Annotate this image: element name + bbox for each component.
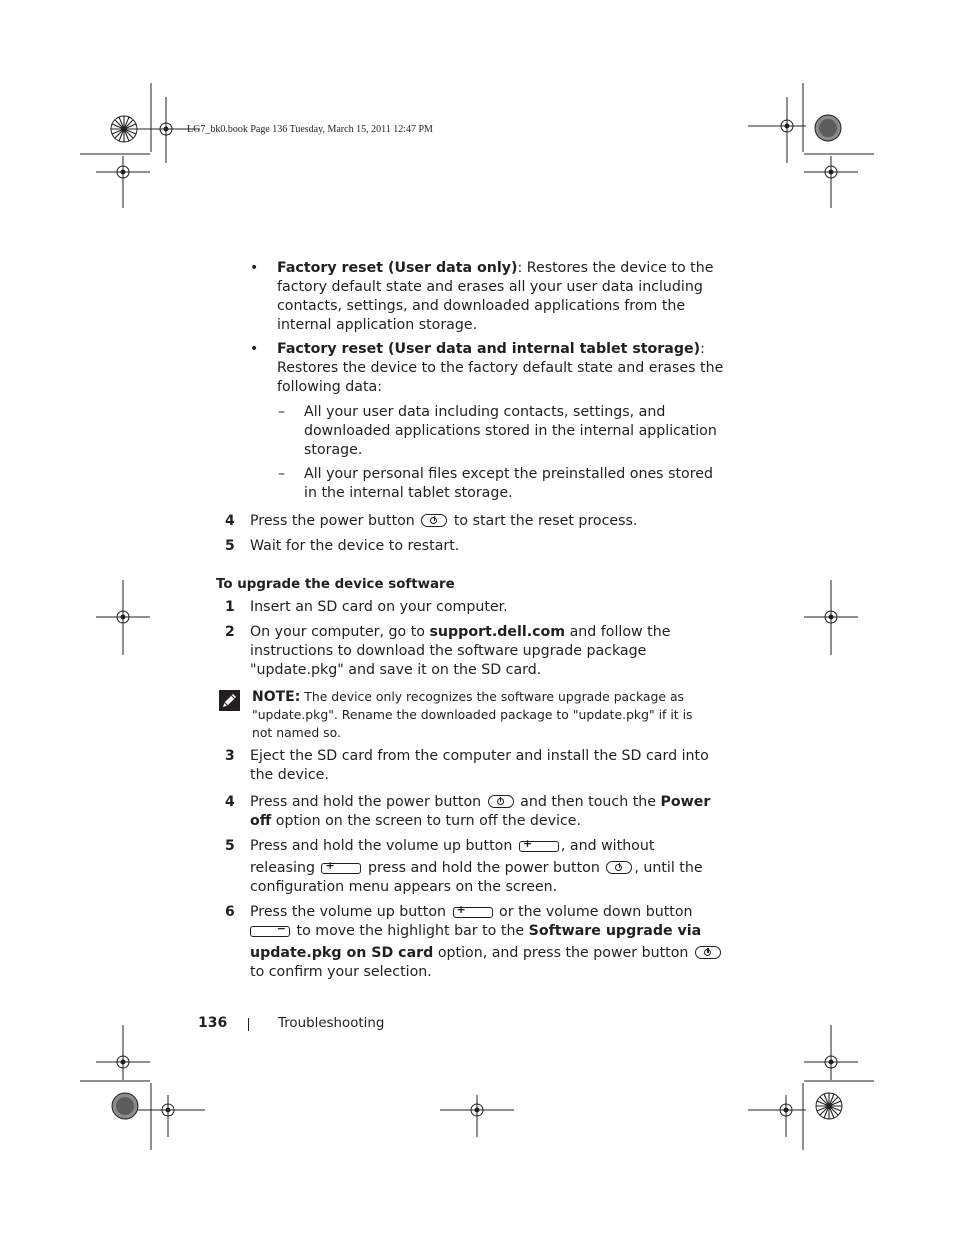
power-button-icon [488,795,514,808]
step-number: 1 [225,599,235,615]
bullet-2-line-1: Factory reset (User data and internal tablet storage): [277,341,705,357]
subitem-1-line-2: downloaded applications stored in the internal application [304,423,717,439]
upgrade-step-3-line-2: the device. [250,767,329,783]
subitem-2-line-1: All your personal files except the preinstalled ones stored [304,466,713,482]
page-number: 136 [198,1015,228,1031]
bullet-1-line-1: Factory reset (User data only): Restores the device to the [277,260,714,276]
power-button-icon [421,514,447,527]
bullet-1-line-3: contacts, settings, and downloaded applications from the [277,298,686,314]
volume-up-button-icon: + [519,841,559,852]
upgrade-step-6-line-4: to confirm your selection. [250,964,432,980]
upgrade-step-6-line-2: − to move the highlight bar to the Software upgrade via [250,922,701,941]
step-number: 6 [225,904,235,920]
upgrade-step-6-line-1: Press the volume up button + or the volume down button [250,903,693,920]
power-button-icon [606,861,632,874]
note-pencil-icon [219,690,240,711]
step-number: 4 [225,513,235,529]
note-line-2: "update.pkg". Rename the downloaded package to "update.pkg" if it is [252,707,693,722]
volume-up-button-icon: + [321,863,361,874]
volume-up-button-icon: + [453,907,493,918]
upgrade-step-2-line-3: "update.pkg" and save it on the SD card. [250,662,542,678]
upgrade-step-4-line-2: off option on the screen to turn off the device. [250,813,582,829]
upgrade-step-5-line-3: configuration menu appears on the screen. [250,879,558,895]
upgrade-step-1: Insert an SD card on your computer. [250,599,508,615]
print-header: LG7_bk0.book Page 136 Tuesday, March 15, 2011 12:47 PM [187,124,433,135]
step-number: 2 [225,624,235,640]
step-number: 5 [225,838,235,854]
step-number: 3 [225,748,235,764]
bullet-2-line-2: Restores the device to the factory default state and erases the [277,360,724,376]
subitem-1-line-1: All your user data including contacts, settings, and [304,404,666,420]
reset-step-4: Press the power button to start the reset process. [250,513,638,529]
dash-marker: – [278,404,285,420]
upgrade-step-3-line-1: Eject the SD card from the computer and install the SD card into [250,748,709,764]
upgrade-step-2-line-1: On your computer, go to support.dell.com and follow the [250,624,671,640]
step-number: 4 [225,794,235,810]
footer-section-title: Troubleshooting [278,1016,385,1031]
footer-divider [248,1018,249,1031]
bullet-1-line-2: factory default state and erases all your user data including [277,279,703,295]
note-line-1: NOTE: The device only recognizes the software upgrade package as [252,689,684,705]
upgrade-step-4-line-1: Press and hold the power button and then touch the Power [250,794,711,810]
bullet-1-line-4: internal application storage. [277,317,478,333]
bullet-marker: • [250,341,259,357]
dash-marker: – [278,466,285,482]
subitem-1-line-3: storage. [304,442,363,458]
bullet-2-line-3: following data: [277,379,383,395]
support-link[interactable]: support.dell.com [429,624,566,640]
note-line-3: not named so. [252,725,341,740]
bullet-marker: • [250,260,259,276]
reset-step-5: Wait for the device to restart. [250,538,460,554]
upgrade-step-5-line-2: releasing + press and hold the power button , until the [250,859,703,876]
step-number: 5 [225,538,235,554]
upgrade-step-6-line-3: update.pkg on SD card option, and press the power button [250,944,723,963]
subitem-2-line-2: in the internal tablet storage. [304,485,513,501]
upgrade-step-5-line-1: Press and hold the volume up button + , and without [250,837,655,854]
section-heading: To upgrade the device software [216,577,455,592]
upgrade-step-2-line-2: instructions to download the software upgrade package [250,643,647,659]
volume-down-button-icon: − [250,926,290,937]
power-button-icon [695,946,721,959]
